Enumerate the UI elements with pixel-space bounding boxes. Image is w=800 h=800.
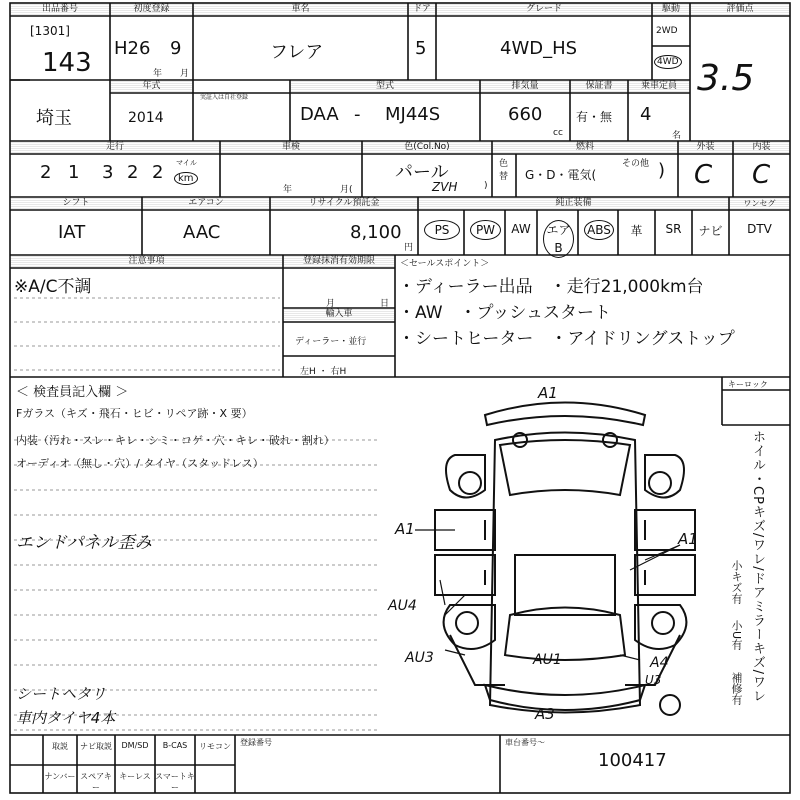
footer-label-top-1: ナビ取説 bbox=[80, 742, 112, 751]
reg-box-dealer: ディーラー・並行 bbox=[295, 337, 367, 347]
model-code: MJ44S bbox=[385, 104, 441, 125]
header-warranty: 保証書 bbox=[571, 81, 627, 92]
header-recycle: リサイクル預託金 bbox=[271, 198, 417, 209]
header-capacity: 乗車定員 bbox=[629, 81, 689, 92]
mileage-digit-5: 2 bbox=[152, 162, 164, 183]
footer-label-top-2: DM/SD bbox=[121, 741, 149, 750]
sales-point-2: ・AW ・プッシュスタート bbox=[398, 303, 611, 323]
displacement-unit: cc bbox=[553, 128, 563, 138]
reg-box-day: 日 bbox=[380, 299, 390, 309]
mark-rear-left-top: AU4 bbox=[388, 598, 417, 614]
header-shift: シフト bbox=[11, 198, 141, 209]
equipment-dtv: DTV bbox=[747, 222, 772, 236]
mark-rear: A3 bbox=[535, 705, 555, 723]
inspector-line-windshield: Fガラス（キズ・飛石・ヒビ・リペア跡・X 要） bbox=[16, 407, 253, 420]
serial-label: 車台番号～ bbox=[505, 738, 545, 747]
fuel-options: G・D・電気( bbox=[525, 168, 597, 182]
recycle-unit: 円 bbox=[404, 243, 414, 253]
color-code-close: ) bbox=[484, 181, 488, 191]
fuel-other: その他 bbox=[622, 159, 650, 169]
reg-box-month: 月 bbox=[326, 299, 336, 309]
mark-front: A1 bbox=[538, 384, 558, 402]
inspection-year: 年 bbox=[283, 185, 293, 195]
inspection-month: 月( bbox=[340, 185, 353, 195]
caution-text: ※A/C不調 bbox=[14, 277, 92, 297]
reg-box-steering: 左H ・ 右H bbox=[300, 367, 347, 377]
door-count: 5 bbox=[415, 38, 427, 59]
mark-rear-center: AU1 bbox=[533, 652, 562, 668]
header-inspection: 車検 bbox=[221, 142, 361, 153]
header-displacement: 排気量 bbox=[481, 81, 569, 92]
mileage-digit-1: 2 bbox=[40, 162, 52, 183]
footer-label-bottom-0: ナンバー bbox=[44, 772, 76, 781]
model-dash: - bbox=[354, 104, 361, 125]
header-color: 色(Col.No) bbox=[363, 142, 491, 153]
mark-rear-left-bottom: AU3 bbox=[405, 650, 434, 666]
footer-label-bottom-3: スマートキー bbox=[155, 772, 195, 792]
key-lock-label: キーロック bbox=[728, 380, 768, 389]
inspector-notes-header: ＜ 検査員記入欄 ＞ bbox=[16, 385, 129, 400]
mileage-digit-3: 3 bbox=[102, 162, 114, 183]
sales-point-1: ・ディーラー出品 ・走行21,000km台 bbox=[398, 277, 704, 297]
score-value: 3.5 bbox=[697, 58, 755, 99]
inspector-hand-note-2: シートヘタリ bbox=[16, 685, 107, 703]
header-reg-expiry: 登録抹消有効期限 bbox=[284, 256, 394, 267]
header-car-name: 車名 bbox=[194, 4, 407, 15]
first-reg-month-suffix: 月 bbox=[180, 69, 190, 79]
footer-label-top-3: B-CAS bbox=[162, 741, 188, 750]
mileage-unit-mile: マイル bbox=[176, 159, 197, 167]
header-fuel: 燃料 bbox=[493, 142, 677, 153]
first-reg-era: H26 bbox=[114, 38, 151, 59]
car-name: フレア bbox=[270, 42, 324, 63]
equipment-革: 革 bbox=[630, 224, 643, 238]
color-code: ZVH bbox=[432, 180, 458, 194]
mileage-digit-2: 1 bbox=[68, 162, 80, 183]
recycle-value: 8,100 bbox=[350, 222, 402, 243]
equipment-ps: PS bbox=[424, 220, 460, 240]
reg-box-import-header: 輸入車 bbox=[284, 309, 394, 320]
serial-value: 100417 bbox=[598, 750, 667, 771]
header-model: 型式 bbox=[291, 81, 479, 92]
header-aircon: エアコン bbox=[143, 198, 269, 209]
interior-grade: C bbox=[752, 160, 771, 190]
equipment-sr: SR bbox=[665, 222, 682, 236]
equipment-aw: AW bbox=[511, 222, 531, 236]
footer-label-top-0: 取説 bbox=[52, 742, 68, 751]
equipment-エアb: エアB bbox=[543, 220, 574, 258]
equipment-abs: ABS bbox=[584, 220, 614, 240]
inspector-line-interior: 内装（汚れ・スレ・キレ・シミ・コゲ・穴・キレ・破れ・割れ） bbox=[16, 434, 335, 447]
lot-number: 143 bbox=[42, 48, 92, 78]
fuel-close: ) bbox=[658, 160, 666, 181]
header-sales-points: ＜セールスポイント＞ bbox=[400, 259, 490, 269]
sales-point-3: ・シートヒーター ・アイドリングストップ bbox=[398, 329, 735, 349]
header-caution: 注意事項 bbox=[11, 256, 282, 267]
inspector-hand-note-1: エンドパネル歪み bbox=[16, 533, 152, 553]
color-repaint: 色替 bbox=[499, 159, 509, 182]
header-grade: グレード bbox=[437, 4, 651, 15]
inspector-line-audio-tire: オーディオ（無し・穴）/ タイヤ（スタッドレス） bbox=[16, 457, 264, 470]
mark-rear-right: A4 bbox=[650, 655, 669, 671]
mark-left: A1 bbox=[395, 520, 415, 538]
warranty-options: 有・無 bbox=[576, 110, 613, 124]
car-damage-diagram bbox=[415, 385, 715, 730]
footer-label-bottom-1: スペアキー bbox=[80, 772, 112, 792]
capacity-unit: 名 bbox=[672, 131, 682, 141]
header-equipment: 純正装備 bbox=[419, 198, 728, 209]
header-interior: 内装 bbox=[734, 142, 789, 153]
header-reg-note: 実証入は自社登録 bbox=[200, 94, 249, 101]
vertical-small-2: 小U有 bbox=[730, 620, 743, 651]
model-prefix: DAA bbox=[300, 104, 339, 125]
inspector-hand-note-3: 車内タイヤ4本 bbox=[16, 709, 116, 727]
header-drive: 駆動 bbox=[653, 4, 689, 15]
lot-venue: [1301] bbox=[30, 24, 70, 38]
shift-value: IAT bbox=[58, 222, 86, 243]
header-first-reg: 初度登録 bbox=[111, 4, 192, 15]
header-one-seg: ワンセグ bbox=[730, 198, 789, 209]
mark-right: A1 bbox=[678, 530, 698, 548]
header-year-type: 年式 bbox=[111, 81, 192, 92]
footer-label-bottom-2: キーレス bbox=[119, 772, 151, 781]
header-exterior: 外装 bbox=[679, 142, 732, 153]
header-door: ドア bbox=[409, 4, 435, 15]
year-type: 2014 bbox=[128, 110, 164, 126]
header-score: 評価点 bbox=[691, 4, 789, 15]
mileage-digit-4: 2 bbox=[127, 162, 139, 183]
reg-no-label: 登録番号 bbox=[240, 738, 272, 747]
header-lot: 出品番号 bbox=[11, 4, 109, 15]
first-reg-year-suffix: 年 bbox=[153, 69, 163, 79]
capacity-value: 4 bbox=[640, 104, 652, 125]
vertical-note: ホイル・CPキズ/ワレ/ドアミラーキズ/ワレ bbox=[750, 430, 765, 704]
prefecture: 埼玉 bbox=[36, 108, 72, 129]
drive-2wd: 2WD bbox=[656, 26, 678, 36]
aircon-value: AAC bbox=[183, 222, 221, 243]
displacement-value: 660 bbox=[508, 104, 543, 125]
vertical-small-1: 小キズ有 bbox=[730, 560, 743, 604]
vertical-small-3: 補修有 bbox=[730, 672, 743, 705]
first-reg-month: 9 bbox=[170, 38, 182, 59]
header-mileage: 走行 bbox=[11, 142, 219, 153]
color-name: パール bbox=[395, 162, 449, 183]
equipment-pw: PW bbox=[470, 220, 501, 240]
equipment-ナビ: ナビ bbox=[698, 224, 723, 238]
mark-rear-right-sub: U3 bbox=[645, 673, 662, 687]
mileage-unit-km: km bbox=[174, 172, 198, 185]
drive-4wd: 4WD bbox=[654, 55, 682, 69]
exterior-grade: C bbox=[694, 160, 713, 190]
footer-label-top-4: リモコン bbox=[199, 742, 231, 751]
grade: 4WD_HS bbox=[500, 38, 578, 59]
